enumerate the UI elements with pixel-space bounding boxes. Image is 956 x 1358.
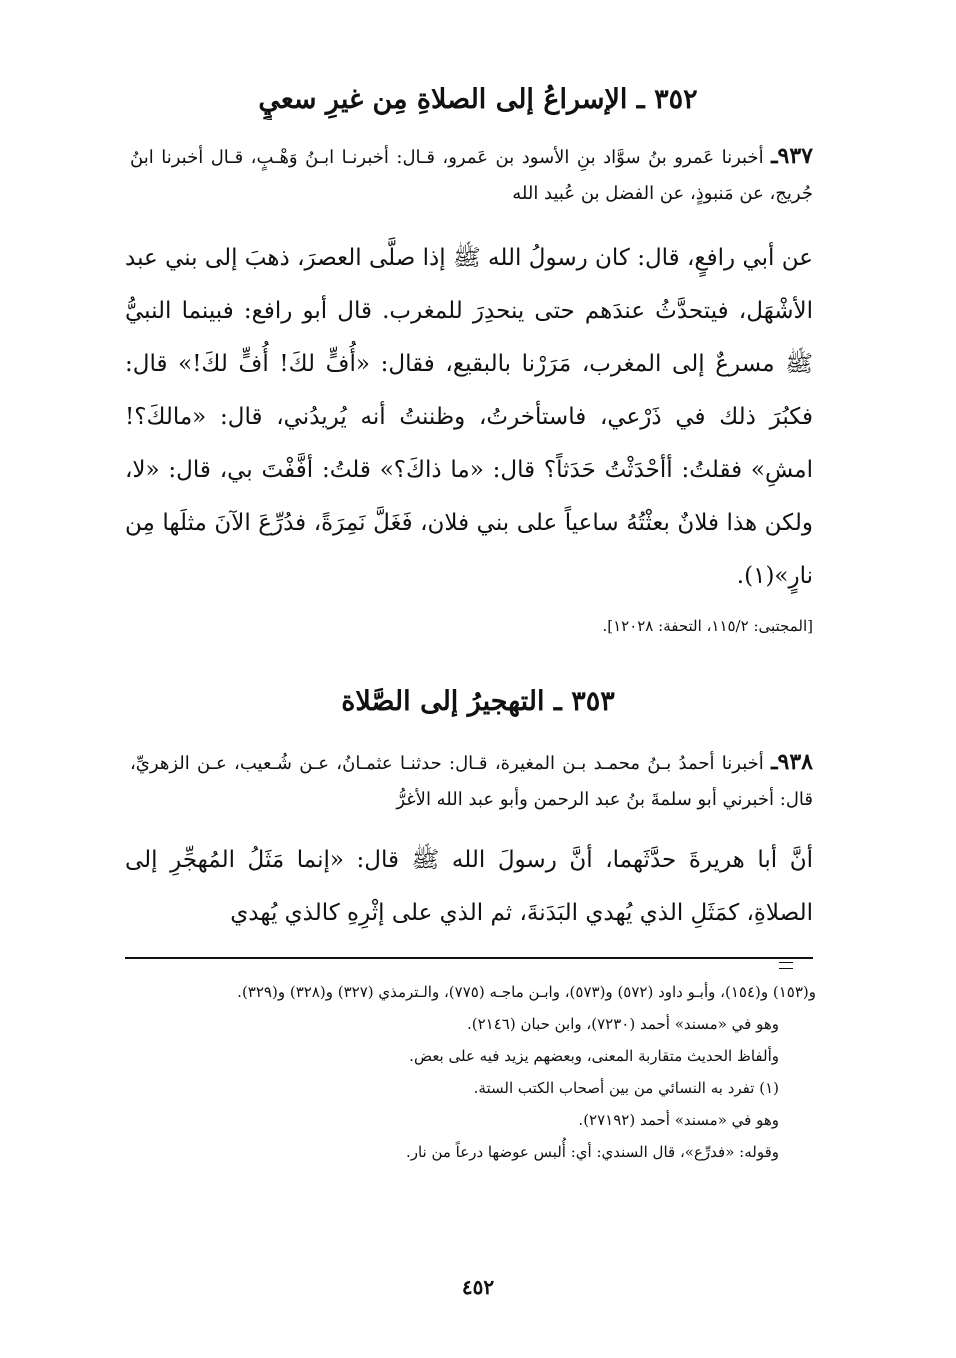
footnote-line-3: وألفاظ الحديث متقاربة المعنى، وبعضهم يزيد فيه على بعض. (409, 1047, 779, 1065)
hadith-937-reference: [المجتبى: ١١٥/٢، التحفة: ١٢٠٢٨]. (602, 617, 813, 635)
footnote-line-5: وهو في «مسند» أحمد (٢٧١٩٢). (578, 1111, 779, 1129)
section-353-heading: ٣٥٣ ـ التهجيرُ إلى الصَّلاة (341, 686, 615, 717)
footnote-line-4: (١) تفرد به النسائي من بين أصحاب الكتب الستة. (473, 1079, 779, 1097)
hadith-937-matn-text: عن أبي رافعٍ، قال: كان رسولُ الله ﷺ إذا صلَّى العصرَ، ذهبَ إلى بني عبد الأشْهَل، فيتحدَّثُ عندَهم حتى ينحدِرَ للمغرب. قال أبو رافع: فبينما النبيُّ ﷺ مسرعٌ إلى المغرب، مَرَرْنا بالبقيع، فقال: «أُفٍّ لكَ! أُفٍّ لكَ!» قال: فكبُرَ ذلك في ذَرْعي، فاستأخرتُ، وظننتُ أنه يُريدُني، قال: «مالكَ؟! امشِ» فقلتُ: أأحْدَثْتُ حَدَثاً؟ قال: «ما ذاكَ؟» قلتُ: أفَّفْتَ بي، قال: «لا، ولكن هذا فلانٌ بعثْتُهُ ساعياً على بني فلان، فَغَلَّ نَمِرَةً، فدُرِّعَ الآنَ مثلَها مِن نارٍ»(١). (125, 245, 813, 589)
hadith-937-number: ٩٣٧ـ (771, 143, 813, 169)
footnote-continuation-mark (779, 962, 793, 969)
footnote-line-2: وهو في «مسند» أحمد (٧٢٣٠)، وابن حبان (٢١٤٦). (467, 1015, 779, 1033)
hadith-938-isnad (130, 744, 813, 818)
hadith-938-matn-text: أنَّ أبا هريرةَ حدَّثَهما، أنَّ رسولَ الله ﷺ قال: «إنما مَثَلُ المُهجِّرِ إلى الصلاةِ، كمَثَلِ الذي يُهدي البَدَنةَ، ثم الذي على إثْرِهِ كالذي يُهدي (125, 847, 813, 926)
hadith-938-isnad-text (130, 744, 813, 818)
hadith-937-isnad (130, 138, 813, 212)
footnote-separator (125, 957, 813, 959)
hadith-937-isnad-body: أخبرنا عَمرو بنُ سوَّاد بنِ الأسود بن عَمرو، قـال: أخبرنـا ابـنُ وَهْـبٍ، قـال أخبرنا ابنُ جُريج، عن مَنبوذٍ، عن الفضل بن عُبيد الله (130, 147, 813, 204)
footnotes (125, 976, 816, 1168)
hadith-937-matn (125, 232, 813, 603)
hadith-938-number: ٩٣٨ـ (771, 749, 813, 775)
footnote-line-1: و(١٥٣) و(١٥٤)، وأبـو داود (٥٧٢) و(٥٧٣)، وابـن ماجـه (٧٧٥)، والـترمذي (٣٢٧) و(٣٢٨) و(٣٢٩). (237, 983, 816, 1001)
hadith-937-isnad-text (130, 138, 813, 212)
footnote-line-6: وقوله: «فدرِّع»، قال السندي: أي: أُلبس عوضها درعاً من نار. (405, 1143, 779, 1161)
hadith-938-matn (125, 834, 813, 940)
hadith-938-isnad-body: أخبرنا أحمدُ بـنُ محمـد بـن المغيرة، قـال: حدثنـا عثمـانُ، عـن شُـعيب، عـن الزهريِّ، قال: أخبرني أبو سلمةَ بنُ عبد الرحمن وأبو عبد الله الأغرُّ (130, 753, 813, 810)
section-352-heading: ٣٥٢ ـ الإسراعُ إلى الصلاةِ مِن غيرِ سعيٍ (258, 84, 698, 115)
page-number: ٤٥٢ (461, 1275, 495, 1299)
